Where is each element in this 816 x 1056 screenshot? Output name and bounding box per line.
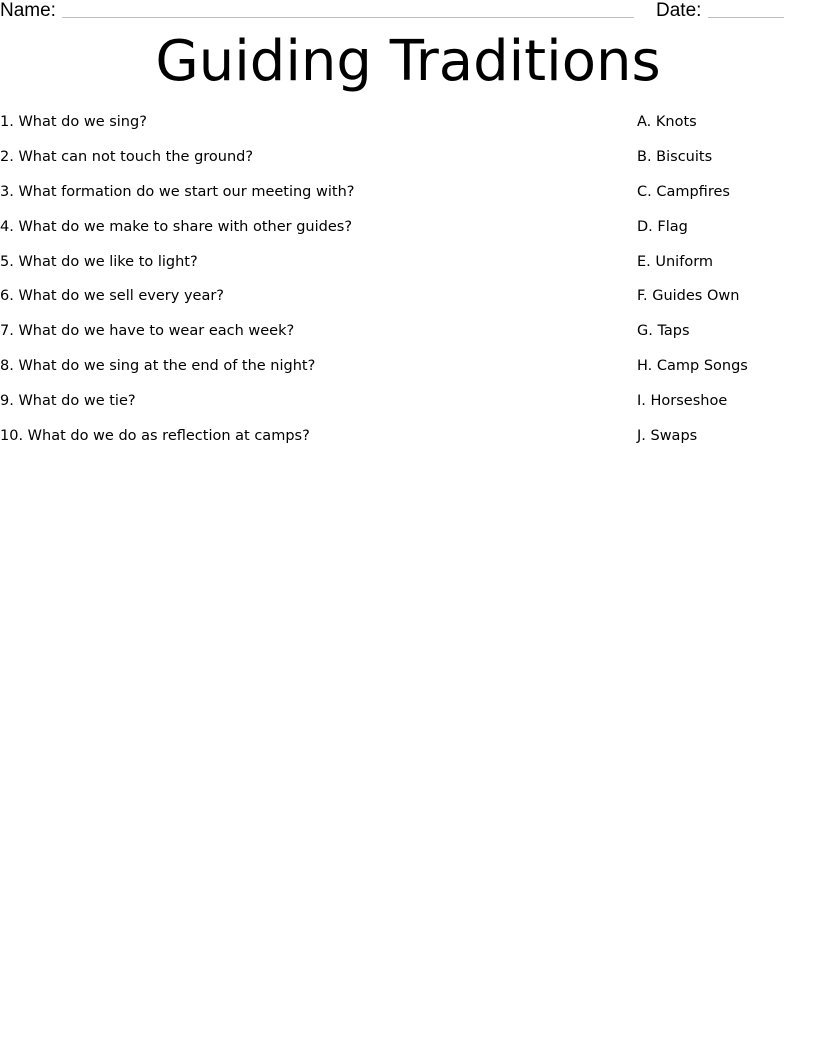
question-item: 2. What can not touch the ground?: [0, 148, 254, 165]
question-item: 5. What do we like to light?: [0, 253, 198, 270]
answer-item: B. Biscuits: [637, 148, 713, 165]
answer-item: A. Knots: [637, 114, 697, 130]
question-list: [0, 111, 600, 460]
name-label: Name:: [0, 0, 56, 21]
answer-item: C. Campfires: [637, 183, 730, 200]
name-blank-line: [62, 17, 634, 18]
question-item: 10. What do we do as reflection at camps?: [0, 428, 310, 445]
date-blank-line: [708, 17, 784, 18]
question-item: 4. What do we make to share with other guides?: [0, 218, 353, 235]
question-item: 9. What do we tie?: [0, 393, 136, 410]
answer-item: D. Flag: [637, 218, 688, 235]
question-item: 6. What do we sell every year?: [0, 288, 224, 305]
question-item: 7. What do we have to wear each week?: [0, 323, 295, 340]
question-item: 3. What formation do we start our meeting with?: [0, 183, 355, 200]
question-item: 1. What do we sing?: [0, 114, 147, 130]
answer-item: J. Swaps: [637, 428, 698, 445]
answer-list: [637, 111, 816, 460]
question-item: 8. What do we sing at the end of the night?: [0, 358, 316, 375]
date-label: Date:: [656, 0, 702, 21]
answer-item: I. Horseshoe: [637, 393, 728, 410]
page-title: Guiding Traditions: [155, 29, 661, 94]
worksheet-header: [0, 0, 816, 24]
answer-item: H. Camp Songs: [637, 358, 748, 375]
answer-item: G. Taps: [637, 323, 690, 340]
answer-item: F. Guides Own: [637, 288, 740, 305]
answer-item: E. Uniform: [637, 253, 714, 270]
